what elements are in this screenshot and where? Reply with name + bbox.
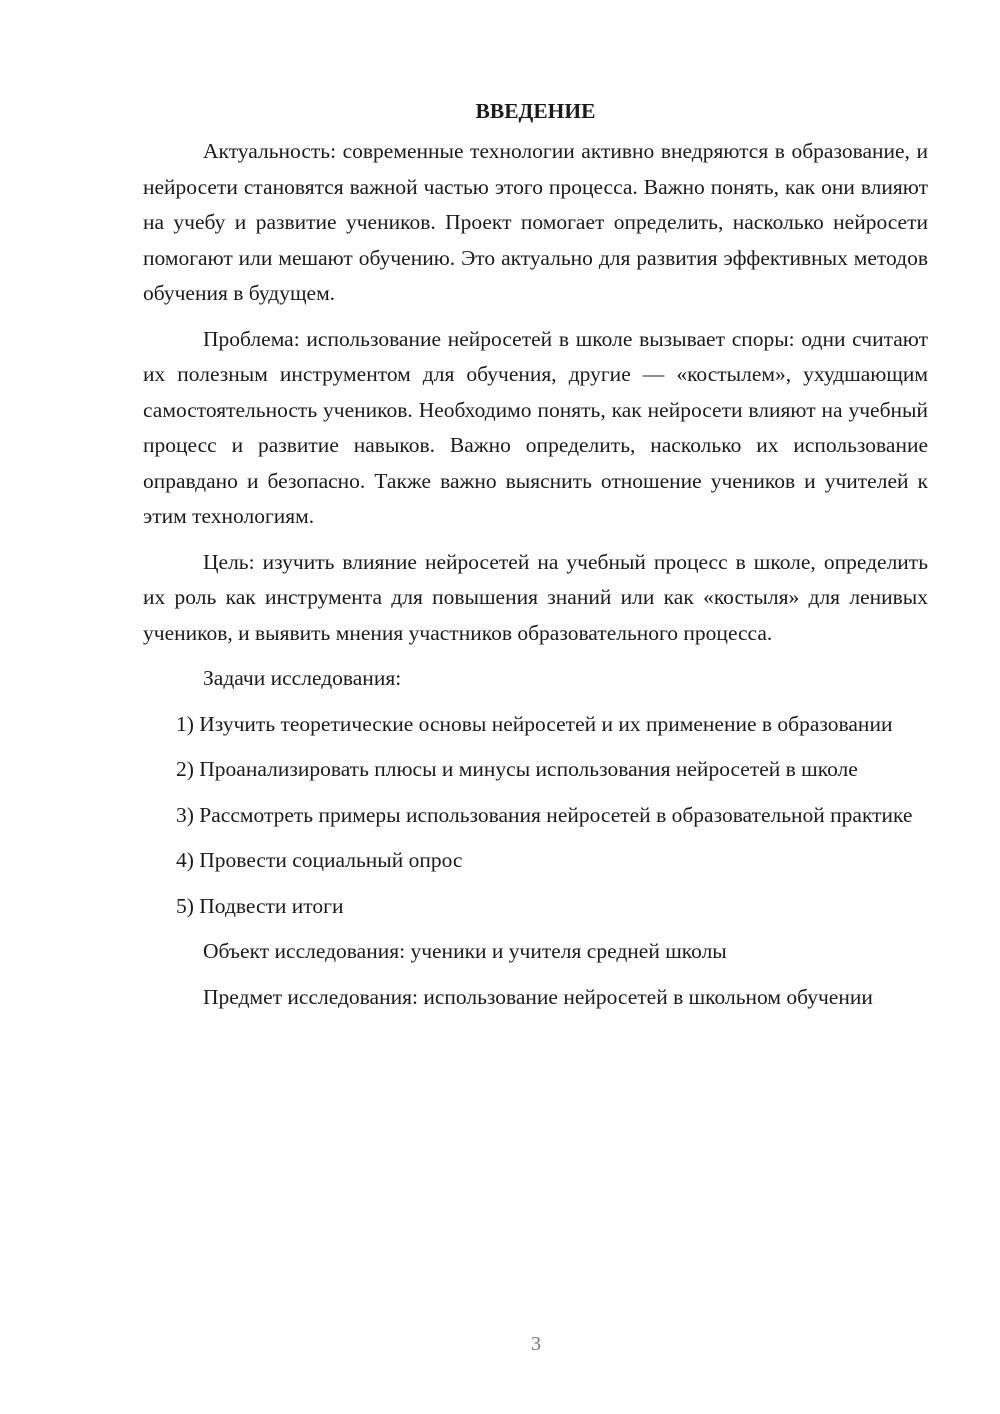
- document-page: [143, 96, 928, 1025]
- task-item-5: 5) Подвести итоги: [176, 893, 344, 918]
- tasks-intro: Задачи исследования:: [203, 666, 402, 690]
- section-heading: ВВЕДЕНИЕ: [475, 99, 596, 123]
- problem-paragraph: Проблема: использование нейросетей в школе вызывает споры: одни считают их полезным инструментом для обучения, другие — «костылем», ухудшающим самостоятельность учеников. Необходимо понять, как нейросети влияют на учебный процесс и развитие навыков. Важно определить, насколько их использование оправдано и безопасно. Также важно выяснить отношение учеников и учителей к этим технологиям.: [143, 326, 928, 528]
- page-number: 3: [531, 1333, 541, 1355]
- object-paragraph: Объект исследования: ученики и учителя средней школы: [203, 939, 727, 963]
- task-item-4: 4) Провести социальный опрос: [176, 848, 463, 872]
- subject-paragraph: Предмет исследования: использование нейросетей в школьном обучении: [203, 984, 873, 1009]
- goal-paragraph: Цель: изучить влияние нейросетей на учебный процесс в школе, определить их роль как инструмента для повышения знаний или как «костыля» для ленивых учеников, и выявить мнения участников образовательного процесса.: [143, 549, 928, 645]
- task-item-3: 3) Рассмотреть примеры использования нейросетей в образовательной практике: [176, 802, 913, 827]
- relevance-paragraph: Актуальность: современные технологии активно внедряются в образование, и нейросети становятся важной частью этого процесса. Важно понять, как они влияют на учебу и развитие учеников. Проект помогает определить, насколько нейросети помогают или мешают обучению. Это актуально для развития эффективных методов обучения в будущем.: [143, 139, 928, 305]
- task-item-2: 2) Проанализировать плюсы и минусы использования нейросетей в школе: [176, 757, 858, 781]
- task-item-1: 1) Изучить теоретические основы нейросетей и их применение в образовании: [176, 711, 893, 736]
